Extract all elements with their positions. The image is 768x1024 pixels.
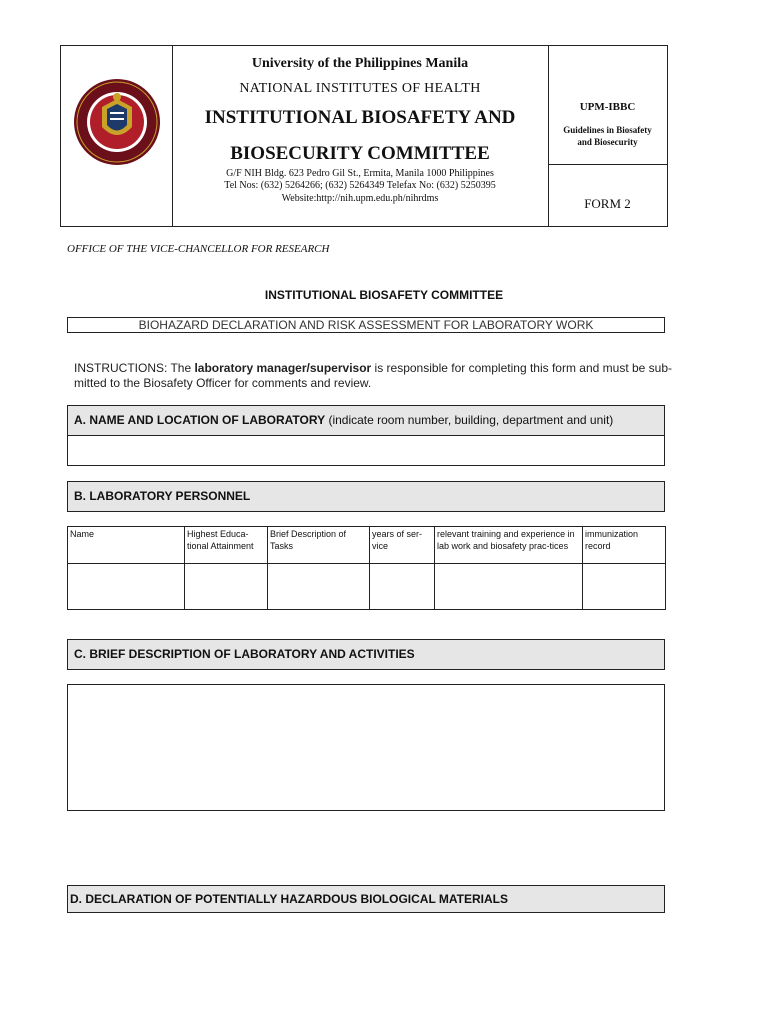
instructions: INSTRUCTIONS: The laboratory manager/supervisor is responsible for completing this form and must be sub-mitted to the Biosafety Officer for comments and review. bbox=[74, 361, 673, 390]
section-a-header: A. NAME AND LOCATION OF LABORATORY (indicate room number, building, department and unit) bbox=[67, 405, 665, 436]
form-header bbox=[60, 45, 668, 227]
university-name: University of the Philippines Manila bbox=[251, 56, 469, 71]
section-d-header: D. DECLARATION OF POTENTIALLY HAZARDOUS BIOLOGICAL MATERIALS bbox=[67, 885, 665, 913]
section-c-header: C. BRIEF DESCRIPTION OF LABORATORY AND ACTIVITIES bbox=[67, 639, 665, 670]
document-code: UPM-IBBC bbox=[579, 101, 636, 113]
header-code-cell bbox=[548, 46, 667, 226]
committee-name-line2: BIOSECURITY COMMITTEE bbox=[230, 143, 490, 164]
cell-immunization[interactable] bbox=[583, 564, 666, 610]
header-immunization: immunization record bbox=[583, 527, 666, 564]
phone-numbers: Tel Nos: (632) 5264266; (632) 5264349 Telefax No: (632) 5250395 bbox=[224, 180, 496, 191]
committee-name-line1: INSTITUTIONAL BIOSAFETY AND bbox=[204, 107, 516, 128]
section-b-header: B. LABORATORY PERSONNEL bbox=[67, 481, 665, 512]
form-title: BIOHAZARD DECLARATION AND RISK ASSESSMENT FOR LABORATORY WORK bbox=[67, 317, 665, 333]
header-tasks: Brief Description of Tasks bbox=[268, 527, 370, 564]
institute-name: NATIONAL INSTITUTES OF HEALTH bbox=[239, 81, 481, 96]
website: Website:http://nih.upm.edu.ph/nihrdms bbox=[281, 193, 439, 204]
header-education: Highest Educa-tional Attainment bbox=[185, 527, 268, 564]
logo-cell bbox=[61, 46, 173, 226]
section-a-hint: (indicate room number, building, department and unit) bbox=[325, 413, 614, 427]
office-label: OFFICE OF THE VICE-CHANCELLOR FOR RESEARCH bbox=[67, 243, 330, 255]
header-years: years of ser-vice bbox=[370, 527, 435, 564]
cell-tasks[interactable] bbox=[268, 564, 370, 610]
table-row bbox=[68, 564, 666, 610]
cell-training[interactable] bbox=[435, 564, 583, 610]
university-seal-icon bbox=[72, 77, 162, 167]
form-number: FORM 2 bbox=[584, 196, 631, 211]
cell-name[interactable] bbox=[68, 564, 185, 610]
header-training: relevant training and experience in lab work and biosafety prac-tices bbox=[435, 527, 583, 564]
committee-title: INSTITUTIONAL BIOSAFETY COMMITTEE bbox=[264, 288, 504, 302]
instructions-emphasis: laboratory manager/supervisor bbox=[194, 361, 372, 375]
header-name: Name bbox=[68, 527, 185, 564]
header-title-cell bbox=[172, 46, 549, 226]
cell-education[interactable] bbox=[185, 564, 268, 610]
section-a-field[interactable] bbox=[67, 435, 665, 466]
section-c-field[interactable] bbox=[67, 684, 665, 811]
guidelines-label: Guidelines in Biosafety and Biosecurity bbox=[563, 125, 652, 147]
personnel-table bbox=[67, 526, 666, 610]
table-header-row bbox=[68, 527, 666, 564]
address: G/F NIH Bldg. 623 Pedro Gil St., Ermita, Manila 1000 Philippines bbox=[226, 168, 494, 179]
cell-years[interactable] bbox=[370, 564, 435, 610]
